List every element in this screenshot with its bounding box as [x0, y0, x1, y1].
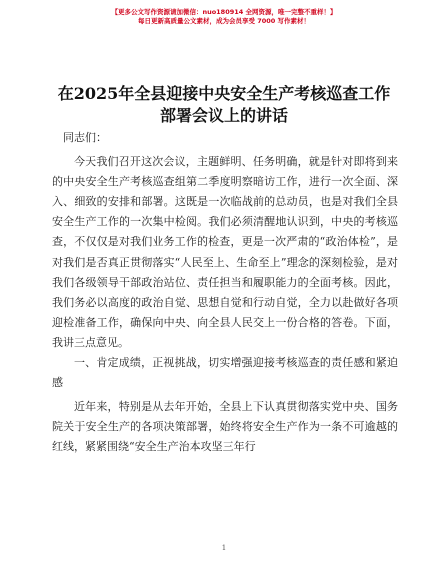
title-line-2: 部署会议上的讲话: [159, 106, 288, 125]
section-heading-1: 一、肯定成绩，正视挑战，切实增强迎接考核巡查的责任感和紧迫感: [52, 356, 398, 390]
paragraph-section-1: 近年来，特别是从去年开始，全县上下认真贯彻落实党中央、国务院关于安全生产的各项决策部署，始终将安全生产作为一条不可逾越的红线，紧紧围绕“安全生产治本攻坚三年行: [52, 400, 398, 454]
page-number: 1: [221, 544, 227, 552]
promo-banner-line-2: 每日更新高质量公文素材，成为会员享受 7000 写作素材！: [137, 17, 311, 25]
promo-banner: [0, 8, 448, 26]
document-title: [0, 83, 448, 127]
salutation: 同志们：: [63, 131, 107, 144]
title-line-1: 在2025年全县迎接中央安全生产考核巡查工作: [57, 84, 391, 103]
document-body: [52, 128, 398, 458]
paragraph-intro: 今天我们召开这次会议，主题鲜明、任务明确，就是针对即将到来的中央安全生产考核巡查组第二季度明察暗访工作，进行一次全面、深入、细致的安排和部署。这既是一次临战前的总动员，也是对我们全县安全生产工作的一次集中检阅。我们必须清醒地认识到，中央的考核巡查，不仅仅是对我们业务工作的检查，更是一次严肃的“政治体检”，是对我们是否真正贯彻落实“人民至上、生命至上”理念的深刻检验，是对我们各级领导干部政治站位、责任担当和履职能力的全面考核。因此，我们务必以高度的政治自觉、思想自觉和行动自觉，全力以赴做好各项迎检准备工作，确保向中央、向全县人民交上一份合格的答卷。下面，我讲三点意见。: [52, 155, 398, 349]
promo-banner-line-1: 【更多公文写作资源请加微信：nuo180914 全网资源，唯一完整不重样！】: [111, 8, 337, 16]
